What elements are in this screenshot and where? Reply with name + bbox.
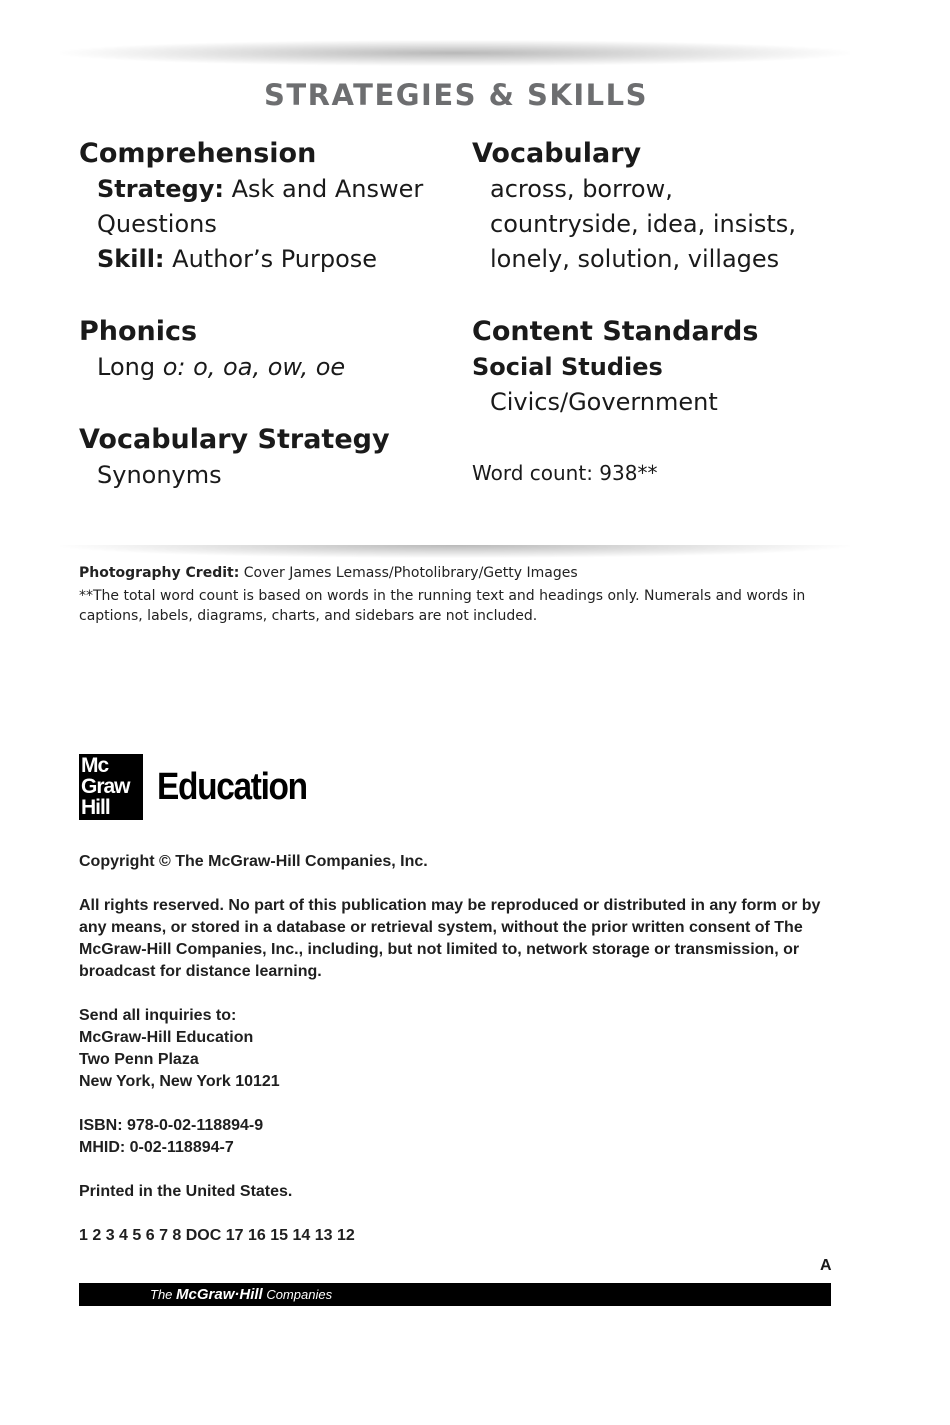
box-top-shadow [60,40,850,66]
footer-suffix: Companies [262,1287,333,1302]
isbn: ISBN: 978-0-02-118894-9 [79,1117,264,1134]
photo-credit-text: Cover James Lemass/Photolibrary/Getty Images [239,565,578,581]
skills-right-column [472,136,852,488]
inquiries-line: Send all inquiries to: [79,1007,237,1024]
skills-left-column [79,136,459,493]
logo-line: Graw [81,775,130,798]
phonics-text-italic: o: o, oa, ow, oe [162,353,346,381]
copyright-line: Copyright © The McGraw-Hill Companies, Inc. [79,853,428,870]
mcgraw-hill-logo-box [79,754,143,820]
strategy-text: Ask and Answer [223,175,424,203]
word-count: Word count: 938** [472,461,658,485]
box-title: STRATEGIES & SKILLS [263,78,649,112]
rights-paragraph: All rights reserved. No part of this publication may be reproduced or distributed in any form or by any means, or stored in a database or retrieval system, without the prior written consent of The McGraw-Hill Companies, Inc., including, but not limited to, network storage or transmission, or broadcast for distance learning. [79,897,821,980]
box-top-shadow-mask [60,66,850,76]
content-standards-heading: Content Standards [472,316,759,347]
footer-prefix: The [150,1287,177,1302]
skill-text: Author’s Purpose [164,245,378,273]
strategy-label: Strategy: [97,175,224,203]
identifiers-block [79,1115,839,1159]
skill-label: Skill: [97,245,165,273]
vocabulary-heading: Vocabulary [472,138,642,169]
photo-credit [79,563,839,583]
mcgraw-hill-education-logo [79,754,327,820]
inquiries-line: McGraw-Hill Education [79,1029,254,1046]
comprehension-strategy [79,172,459,207]
phonics-text-plain: Long [97,353,163,381]
word-count-note: **The total word count is based on words in the running text and headings only. Numerals and words in captions, labels, diagrams, charts, and sidebars are not included. [79,588,806,624]
inquiries-line: New York, New York 10121 [79,1073,280,1090]
comprehension-strategy-cont: Questions [97,210,217,238]
logo-line: Mc [81,754,109,777]
printed-line: Printed in the United States. [79,1183,293,1200]
vocabulary-strategy-heading: Vocabulary Strategy [79,424,390,455]
comprehension-heading: Comprehension [79,138,317,169]
vocabulary-line: across, borrow, [490,175,673,203]
credits [79,563,839,629]
vocabulary-line: lonely, solution, villages [490,245,780,273]
comprehension-skill [79,242,459,277]
footer-bar [79,1283,831,1306]
content-standards-text: Civics/Government [490,388,718,416]
logo-line: Hill [81,796,110,819]
logo-wordmark: Education [157,765,307,808]
phonics-text [79,350,459,385]
inquiries-line: Two Penn Plaza [79,1051,199,1068]
vocabulary-strategy-text: Synonyms [97,461,222,489]
vocabulary-line: countryside, idea, insists, [490,210,796,238]
footer-brand: McGraw·Hill [176,1286,263,1303]
legal-text [79,851,839,1269]
inquiries-block [79,1005,839,1093]
mhid: MHID: 0-02-118894-7 [79,1139,234,1156]
photo-credit-label: Photography Credit: [79,565,240,581]
corner-letter: A [820,1257,832,1274]
printing-number-line: 1 2 3 4 5 6 7 8 DOC 17 16 15 14 13 12 [79,1227,355,1244]
phonics-heading: Phonics [79,316,198,347]
content-standards-subheading: Social Studies [472,353,663,381]
box-bottom-shadow-mask [60,520,850,545]
